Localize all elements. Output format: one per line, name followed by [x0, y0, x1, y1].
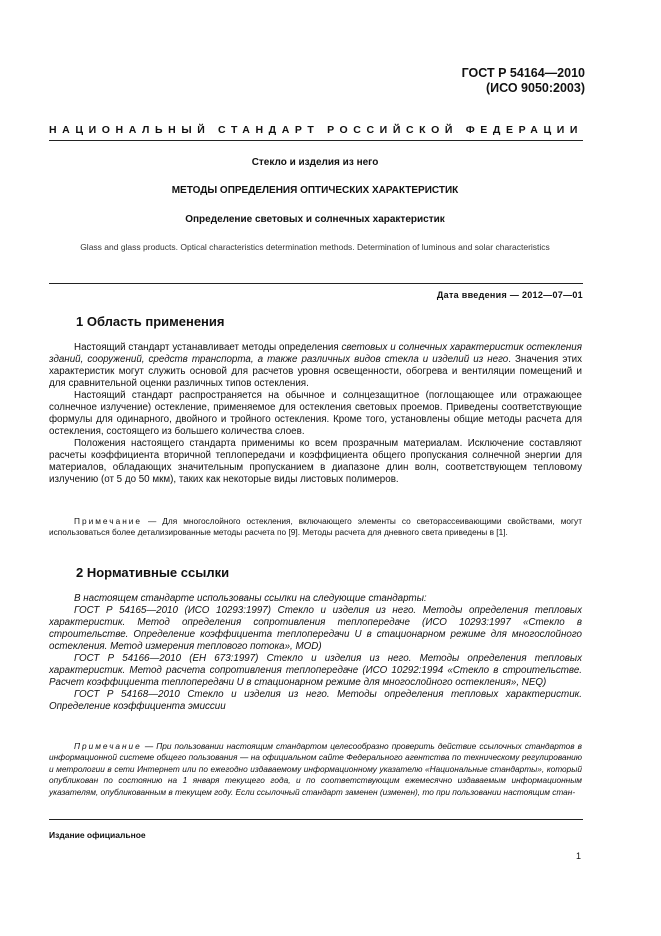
intro-date: Дата введения — 2012—07—01 — [436, 290, 583, 300]
page-number: 1 — [575, 851, 581, 861]
note-text: — Для многослойного остекления, включающего элементы со светорассеивающими свойствами, могут использоваться более детализированные методы расчета по [9]. Методы расчета для дневного света приведены в [1]. — [49, 516, 582, 538]
note-label: Примечание — [74, 516, 143, 526]
national-standard-banner — [49, 123, 583, 137]
reference-entry: ГОСТ Р 54165—2010 (ИСО 10293:1997) Стекло и изделия из него. Методы определения тепловых характеристик. Метод определения сопротивления теплопередаче (ИСО 10293:1997 «Стекло в строительстве. Определение коэффициента теплопередачи U в стационарном режиме для многослойного остекления. Метод измерения теплового потока», MOD) — [49, 605, 582, 652]
iso-reference: (ИСО 9050:2003) — [486, 81, 585, 95]
standard-code: ГОСТ Р 54164—2010 — [461, 66, 585, 80]
header-divider — [49, 140, 583, 141]
section-2-body — [49, 593, 582, 713]
text-run: . Значения этих характеристик могут служить основой для расчетов уровня освещенности, обогрева и вентиляции помещений и для сравнительной оценки различных типов остекления. — [49, 354, 582, 389]
reference-entry: ГОСТ Р 54166—2010 (ЕН 673:1997) Стекло и изделия из него. Методы определения тепловых характеристик. Метод расчета сопротивления теплопередаче (ИСО 10292:1994 «Стекло в строительстве. Расчет коэффициента теплопередачи U в стационарном режиме для многослойного остекления», NEQ) — [49, 653, 582, 688]
section-1-note — [49, 516, 582, 539]
italic-text-run: световых и солнечных характеристик остекления зданий, сооружений, средств транспорта, а также различных видов стекла и изделий из него — [49, 342, 582, 365]
section-2-note — [49, 741, 582, 798]
paragraph — [49, 342, 582, 390]
paragraph: Настоящий стандарт распространяется на обычное и солнцезащитное (поглощающее или отражающее солнечное излучение) остекление, применяемое для остекления световых проемов. Приведены соответствующие формулы для одинарного, двойного и тройного остекления. Кроме того, установлены общие методы расчета для остекления, состоящего из большего количества слоев. — [49, 390, 582, 437]
note-text: — При пользовании настоящим стандартом целесообразно проверить действие ссылочных стандартов в информационной системе общего пользования — на официальном сайте Федерального агентства по техническому регулированию и метрологии в сети Интернет или по ежегодно издаваемому информационному указателю «Национальные стандарты», который опубликован по состоянию на 1 января текущего года, и по соответствующим ежемесячно издаваемым информационным указателям, опубликованным в текущем году. Если ссылочный стандарт заменен (изменен), то при пользовании настоящим стан- — [49, 741, 582, 797]
section-2-heading: 2 Нормативные ссылки — [76, 565, 230, 580]
banner-word: РОССИЙСКОЙ — [327, 124, 459, 136]
banner-word: НАЦИОНАЛЬНЫЙ — [49, 124, 211, 136]
reference-entry: ГОСТ Р 54168—2010 Стекло и изделия из него. Методы определения тепловых характеристик. Определение коэффициента эмиссии — [49, 689, 582, 712]
banner-word: СТАНДАРТ — [218, 124, 320, 136]
banner-word: ФЕДЕРАЦИИ — [465, 124, 584, 136]
footer-divider — [49, 819, 583, 820]
english-title: Glass and glass products. Optical characteristics determination methods. Determination of luminous and solar characteristics — [80, 242, 550, 252]
section-1-body — [49, 342, 582, 486]
edition-label: Издание официальное — [49, 830, 146, 840]
text-run: Настоящий стандарт устанавливает методы определения — [74, 342, 342, 353]
section-1-heading: 1 Область применения — [76, 314, 225, 329]
paragraph: В настоящем стандарте использованы ссылки на следующие стандарты: — [74, 593, 427, 604]
group-title: Стекло и изделия из него — [251, 157, 379, 168]
paragraph: Положения настоящего стандарта применимы ко всем прозрачным материалам. Исключение составляют расчеты коэффициента вторичной теплопередачи и коэффициента общего пропускания солнечной энергии для материалов, обладающих значительным пропусканием в диапазоне длин волн, соответствующем тепловому излучению (от 5 до 50 мкм), таких как некоторые виды листовых полимеров. — [49, 438, 582, 485]
note-label: Примечание — [74, 741, 142, 751]
main-title: МЕТОДЫ ОПРЕДЕЛЕНИЯ ОПТИЧЕСКИХ ХАРАКТЕРИСТИК — [171, 185, 459, 196]
title-divider — [49, 283, 583, 284]
subtitle: Определение световых и солнечных характеристик — [185, 214, 445, 225]
note-paragraph — [49, 741, 582, 798]
note-paragraph — [49, 516, 582, 539]
standard-code-block — [462, 66, 585, 96]
